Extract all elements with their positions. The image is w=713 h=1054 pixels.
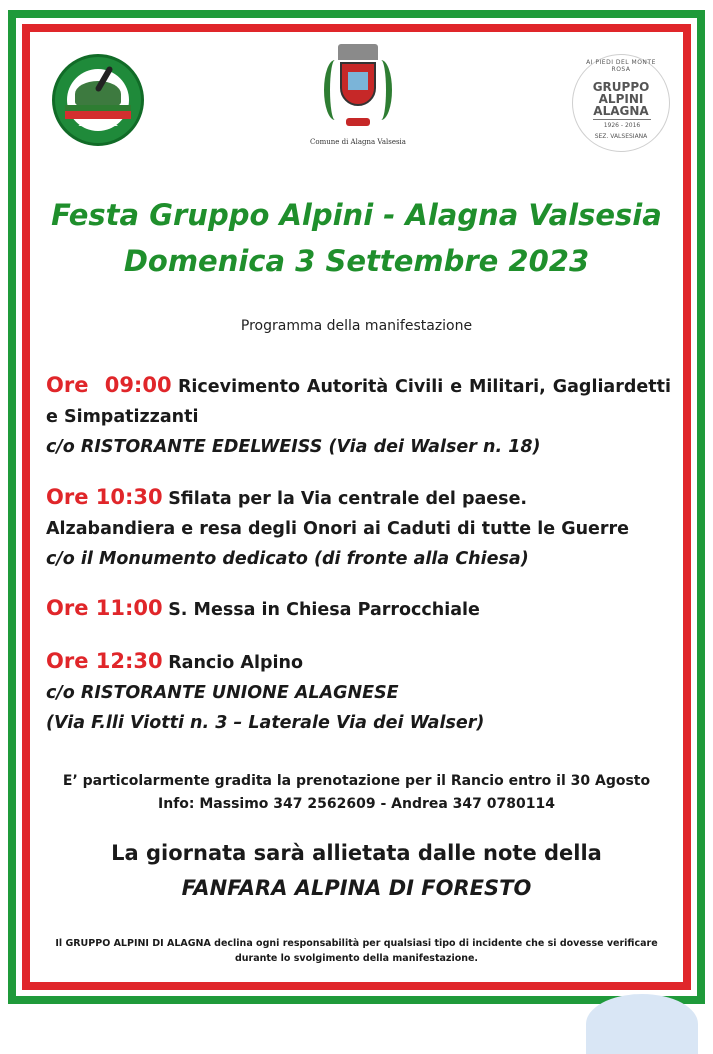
event-place: c/o RISTORANTE UNIONE ALAGNESE <box>46 683 399 703</box>
shield-icon <box>340 62 376 106</box>
event-time: Ore 11:00 <box>46 596 163 620</box>
event-text: Rancio Alpino <box>168 653 303 673</box>
event-item <box>46 370 671 462</box>
closing-message <box>30 836 683 906</box>
event-text-2: Alzabandiera e resa degli Onori ai Caduti di tutte le Guerre <box>46 519 630 539</box>
right-logo-section: SEZ. VALSESIANA <box>594 133 648 140</box>
ana-logo-years: 1922 · 2022 <box>78 121 118 128</box>
right-logo-line2: ALPINI <box>598 92 644 106</box>
disclaimer-line1: Il GRUPPO ALPINI DI ALAGNA declina ogni responsabilità per qualsiasi tipo di incidente che si dovesse verificare <box>55 938 658 949</box>
disclaimer <box>50 936 663 966</box>
event-time: Ore 09:00 <box>46 373 172 397</box>
event-date: Domenica 3 Settembre 2023 <box>123 244 590 278</box>
event-item <box>46 593 671 625</box>
program-subtitle: Programma della manifestazione <box>240 318 473 334</box>
event-place: c/o RISTORANTE EDELWEISS (Via dei Walser n. 18) <box>46 437 541 457</box>
booking-note-line1: E’ particolarmente gradita la prenotazione per il Rancio entro il 30 Agosto <box>62 773 651 789</box>
disclaimer-line2: durante lo svolgimento della manifestazione. <box>234 953 479 964</box>
crown-icon <box>338 44 378 60</box>
event-text: Sfilata per la Via centrale del paese. <box>168 489 528 509</box>
bow-icon <box>346 118 370 126</box>
crest-caption: Comune di Alagna Valsesia <box>310 138 406 146</box>
closing-line2: FANFARA ALPINA DI FORESTO <box>181 876 532 900</box>
event-item <box>46 482 671 574</box>
event-text: S. Messa in Chiesa Parrocchiale <box>168 600 480 620</box>
event-place: c/o il Monumento dedicato (di fronte alla Chiesa) <box>46 549 529 569</box>
poster-sheet <box>30 32 683 982</box>
event-item <box>46 646 671 738</box>
right-logo-line1: GRUPPO <box>592 80 650 94</box>
event-place-2: (Via F.lli Viotti n. 3 – Laterale Via dei Walser) <box>46 713 485 733</box>
ribbon-red <box>65 111 131 119</box>
event-time: Ore 12:30 <box>46 649 163 673</box>
ana-logo <box>52 54 144 146</box>
gruppo-alpini-alagna-logo <box>572 54 670 152</box>
booking-note <box>30 770 683 816</box>
right-logo-line3: ALAGNA <box>593 104 649 118</box>
booking-note-line2: Info: Massimo 347 2562609 - Andrea 347 0780114 <box>158 796 555 812</box>
municipality-crest <box>310 44 406 152</box>
right-logo-years: 1926 - 2016 <box>593 119 651 129</box>
event-text: Ricevimento Autorità Civili e Militari, Gagliardetti e Simpatizzanti <box>46 377 672 427</box>
overlay-corner-shape <box>586 994 698 1054</box>
event-time: Ore 10:30 <box>46 485 163 509</box>
right-logo-arc-text: AI PIEDI DEL MONTE ROSA <box>586 59 656 73</box>
event-title: Festa Gruppo Alpini - Alagna Valsesia <box>51 198 662 232</box>
closing-line1: La giornata sarà allietata dalle note della <box>111 841 602 865</box>
